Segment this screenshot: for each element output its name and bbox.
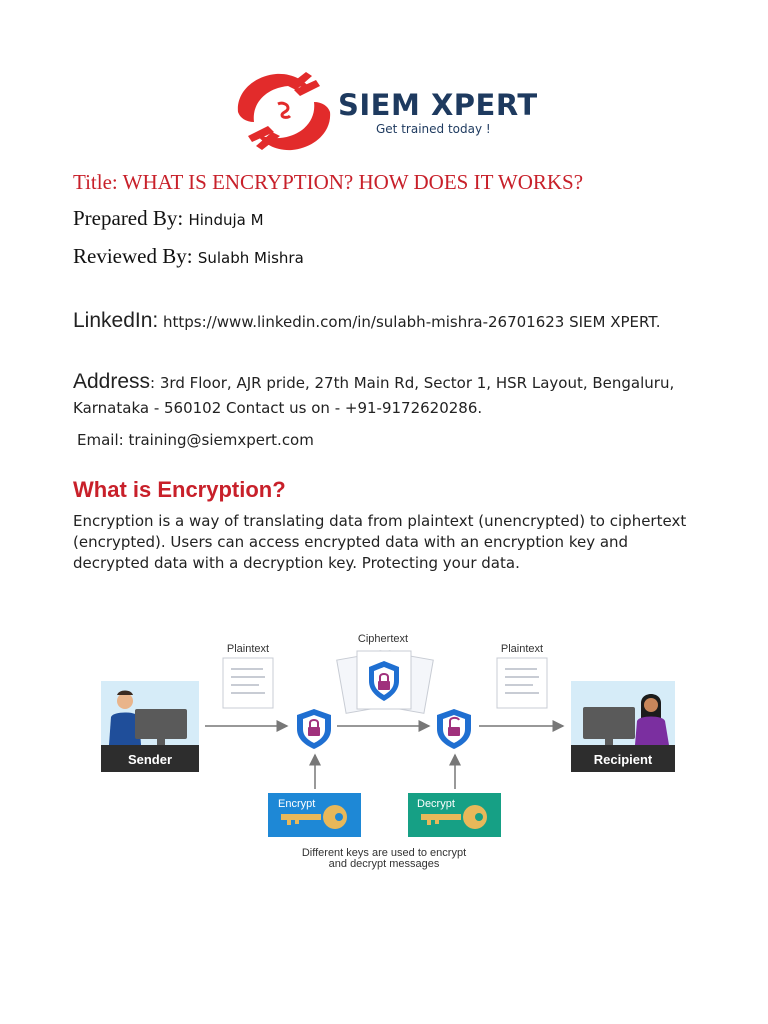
prepared-by-value: Hinduja M xyxy=(188,211,264,229)
linkedin-label: LinkedIn: xyxy=(73,309,159,332)
section-heading: What is Encryption? xyxy=(73,477,286,502)
document-title: Title: WHAT IS ENCRYPTION? HOW DOES IT WORKS? xyxy=(73,170,584,194)
decrypt-shield-icon xyxy=(437,709,471,749)
diagram-caption-line1: Different keys are used to encrypt xyxy=(301,847,467,859)
plaintext-left-label: Plaintext xyxy=(226,643,270,655)
encrypt-shield-icon xyxy=(297,709,331,749)
brand-name: SIEM XPERT xyxy=(338,88,538,122)
recipient-panel xyxy=(571,681,675,772)
encrypt-label: Encrypt xyxy=(278,798,316,810)
plaintext-right-label: Plaintext xyxy=(500,643,544,655)
section-body: Encryption is a way of translating data from plaintext (unencrypted) to ciphertext (encrypted). Users can access encrypted data with an encryption key and decrypted data with a decryption key. Protecting your data. xyxy=(73,512,687,572)
plaintext-right-doc-icon xyxy=(497,658,547,708)
sender-label: Sender xyxy=(127,752,173,767)
email-line[interactable]: Email: training@siemxpert.com xyxy=(77,431,314,449)
decrypt-label: Decrypt xyxy=(417,798,455,810)
address-line xyxy=(73,369,698,421)
encrypt-key-box xyxy=(268,793,361,837)
reviewed-by-value: Sulabh Mishra xyxy=(197,249,304,267)
ciphertext-label: Ciphertext xyxy=(357,633,409,645)
logo-hands-icon xyxy=(232,68,336,154)
linkedin-url[interactable]: https://www.linkedin.com/in/sulabh-mishra-26701623 SIEM XPERT. xyxy=(163,313,661,331)
brand-tagline: Get trained today ! xyxy=(376,122,491,136)
address-label: Address xyxy=(73,370,151,393)
address-value: : 3rd Floor, AJR pride, 27th Main Rd, Sector 1, HSR Layout, Bengaluru, Karnataka - 560102 Contact us on - +91-9172620286. xyxy=(73,374,675,417)
linkedin-line xyxy=(73,310,698,333)
reviewed-by xyxy=(73,244,304,269)
ciphertext-docs-icon xyxy=(337,651,434,714)
sender-panel xyxy=(101,681,199,772)
logo xyxy=(232,68,336,154)
prepared-by-label: Prepared By: xyxy=(73,206,184,230)
decrypt-key-box xyxy=(408,793,501,837)
reviewed-by-label: Reviewed By: xyxy=(73,244,193,268)
prepared-by xyxy=(73,206,264,231)
recipient-label: Recipient xyxy=(593,752,653,767)
plaintext-left-doc-icon xyxy=(223,658,273,708)
diagram-caption-line2: and decrypt messages xyxy=(328,858,440,870)
encryption-diagram xyxy=(95,625,685,875)
